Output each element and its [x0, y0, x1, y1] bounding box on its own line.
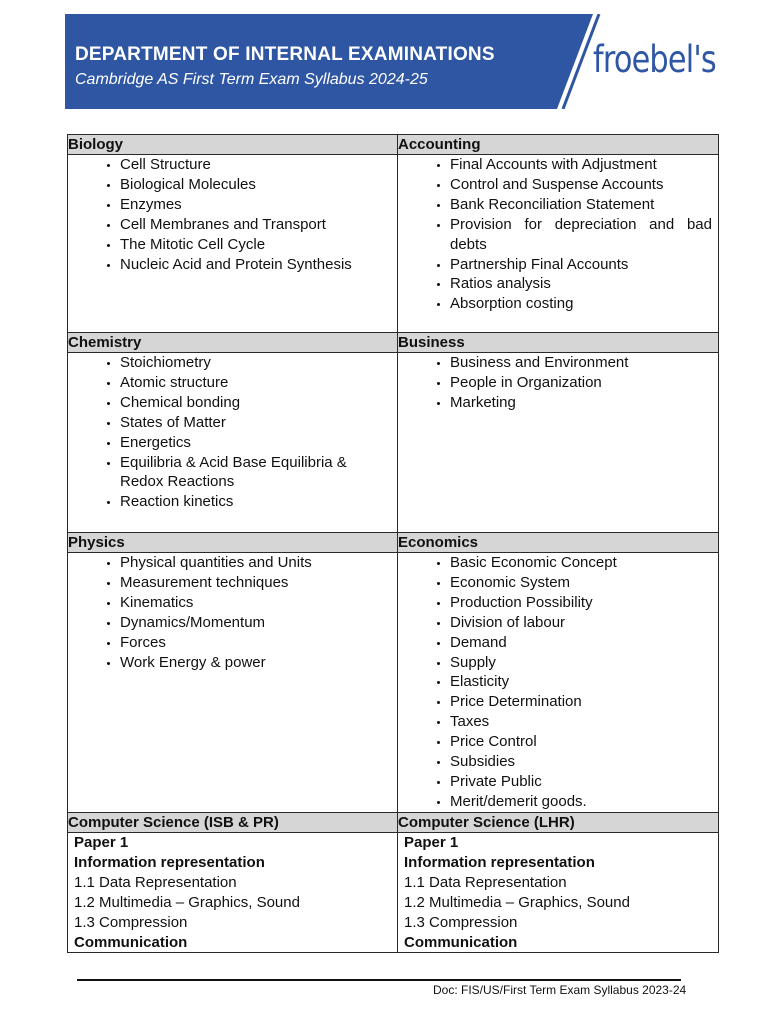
froebels-logo: froebel's [593, 38, 716, 81]
topic-item: • Marketing [450, 393, 712, 413]
topic-item: • Subsidies [450, 752, 712, 772]
subject-topics-cell [398, 553, 719, 813]
topic-item: • Absorption costing [450, 294, 712, 314]
topic-line: 1.3 Compression [404, 913, 518, 931]
subject-header: Chemistry [68, 333, 398, 353]
topic-item: • Work Energy & power [120, 653, 391, 673]
subject-header: Physics [68, 533, 398, 553]
topic-item: • Biological Molecules [120, 175, 391, 195]
subject-header: Biology [68, 135, 398, 155]
cs-topics-cell [68, 833, 398, 953]
topic-item: • Elasticity [450, 672, 712, 692]
topic-item: • Equilibria & Acid Base Equilibria & Redox Reactions [120, 453, 391, 493]
topic-list [398, 353, 718, 413]
topic-item: • Cell Structure [120, 155, 391, 175]
topic-item: • Physical quantities and Units [120, 553, 391, 573]
topic-item: • Economic System [450, 573, 712, 593]
subject-topics-cell [398, 155, 719, 333]
topic-item: • Stoichiometry [120, 353, 391, 373]
topic-item: • Division of labour [450, 613, 712, 633]
topic-item: • Bank Reconciliation Statement [450, 195, 712, 215]
topic-item: • People in Organization [450, 373, 712, 393]
footer-divider [77, 979, 681, 981]
section-heading: Information representation [404, 853, 595, 871]
document-reference: Doc: FIS/US/First Term Exam Syllabus 2023-24 [433, 983, 687, 997]
subject-header: Business [398, 333, 719, 353]
subject-topics-cell [68, 155, 398, 333]
section-heading: Communication [404, 933, 518, 951]
cs-topics-cell [398, 833, 719, 953]
topic-item: • Price Determination [450, 692, 712, 712]
topic-item: • Forces [120, 633, 391, 653]
topic-item: • Energetics [120, 433, 391, 453]
topic-item: • Taxes [450, 712, 712, 732]
topic-item: • Final Accounts with Adjustment [450, 155, 712, 175]
subject-header: Economics [398, 533, 719, 553]
paper-label: Paper 1 [404, 834, 459, 851]
exam-subtitle: Cambridge AS First Term Exam Syllabus 2024-25 [75, 71, 428, 88]
topic-item: • Kinematics [120, 593, 391, 613]
paper-label: Paper 1 [74, 834, 129, 851]
topic-item: • Dynamics/Momentum [120, 613, 391, 633]
subject-topics-cell [68, 553, 398, 813]
topic-item: • Partnership Final Accounts [450, 255, 712, 275]
topic-item: • States of Matter [120, 413, 391, 433]
topic-item: • Reaction kinetics [120, 492, 391, 512]
topic-item: • Atomic structure [120, 373, 391, 393]
topic-item: • Control and Suspense Accounts [450, 175, 712, 195]
topic-item: • Demand [450, 633, 712, 653]
topic-item: • The Mitotic Cell Cycle [120, 235, 391, 255]
topic-item: • Enzymes [120, 195, 391, 215]
topic-line: 1.1 Data Representation [74, 873, 237, 891]
topic-line: 1.2 Multimedia – Graphics, Sound [404, 893, 630, 911]
topic-item: • Production Possibility [450, 593, 712, 613]
topic-item: • Basic Economic Concept [450, 553, 712, 573]
topic-item: • Private Public [450, 772, 712, 792]
subject-header: Computer Science (LHR) [398, 813, 719, 833]
topic-list [68, 353, 397, 512]
topic-item: • Cell Membranes and Transport [120, 215, 391, 235]
topic-item: • Price Control [450, 732, 712, 752]
topic-list [68, 553, 397, 672]
topic-item: • Business and Environment [450, 353, 712, 373]
topic-list [398, 553, 718, 812]
topic-item: • Merit/demerit goods. [450, 792, 712, 812]
topic-item: • Provision for depreciation and bad debts [450, 215, 712, 255]
topic-item: • Ratios analysis [450, 274, 712, 294]
section-heading: Information representation [74, 853, 265, 871]
section-heading: Communication [74, 933, 188, 951]
topic-item: • Chemical bonding [120, 393, 391, 413]
topic-line: 1.3 Compression [74, 913, 188, 931]
topic-line: 1.1 Data Representation [404, 873, 567, 891]
subject-topics-cell [68, 353, 398, 533]
topic-line: 1.2 Multimedia – Graphics, Sound [74, 893, 300, 911]
department-title: DEPARTMENT OF INTERNAL EXAMINATIONS [75, 44, 495, 65]
header-banner [65, 14, 715, 109]
topic-item: • Supply [450, 653, 712, 673]
topic-item: • Measurement techniques [120, 573, 391, 593]
topic-list [398, 155, 718, 314]
subject-topics-cell [398, 353, 719, 533]
subject-header: Accounting [398, 135, 719, 155]
topic-list [68, 155, 397, 274]
subject-header: Computer Science (ISB & PR) [68, 813, 398, 833]
topic-item: • Nucleic Acid and Protein Synthesis [120, 255, 391, 275]
syllabus-table [67, 134, 719, 953]
